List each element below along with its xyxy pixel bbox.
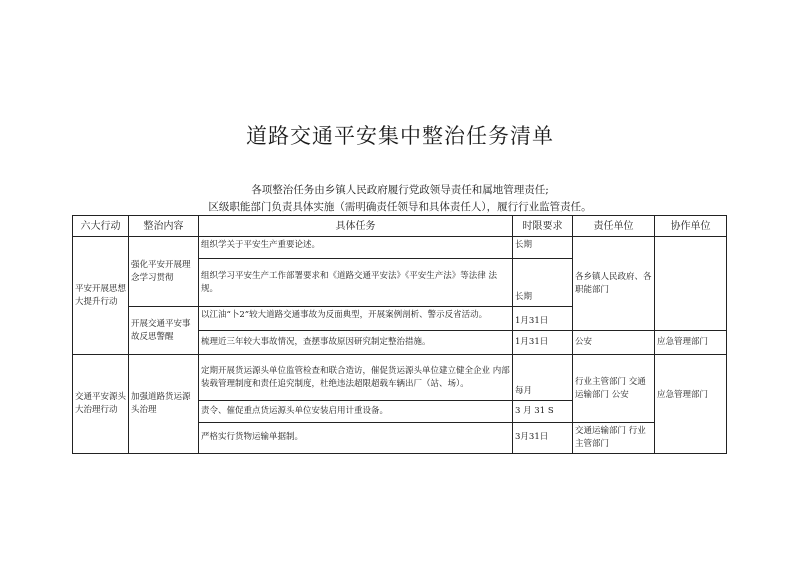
task-cell: 组织学关于平安生产重要论述。 (199, 237, 513, 259)
cooperating-cell (655, 237, 727, 331)
header-deadline: 时限要求 (513, 216, 573, 237)
content-cell: 强化平安开展理念学习贯彻 (129, 237, 199, 307)
cooperating-cell: 应急管理部门 (655, 355, 727, 454)
task-cell: 梳理近三年较大事故情况，查摆事故原因研究制定整治措施。 (199, 331, 513, 355)
deadline-cell: 1月31日 (513, 307, 573, 331)
cooperating-cell: 应急管理部门 (655, 331, 727, 355)
deadline-cell: 1月31日 (513, 331, 573, 355)
deadline-cell: 每月 (513, 355, 573, 401)
task-cell: 严格实行货物运输单据制。 (199, 423, 513, 454)
deadline-cell: 3 月 31 S (513, 401, 573, 423)
table-row (73, 237, 727, 259)
header-action: 六大行动 (73, 216, 129, 237)
content-cell: 开展交通平安事故反思警醒 (129, 307, 199, 355)
task-cell: 定期开展货运源头单位监管检查和联合造访，催促货运源头单位建立健全企业 内部装载管理制度和责任追究制度，杜绝违法超限超载车辆出厂（站、场）。 (199, 355, 513, 401)
responsible-cell: 各乡镇人民政府、各职能部门 (573, 237, 655, 331)
task-cell: 责令、催促重点货运源头单位安装启用计重设备。 (199, 401, 513, 423)
content-cell: 加强道路货运源头治理 (129, 355, 199, 454)
responsible-cell: 交通运输部门 行业主管部门 (573, 423, 655, 454)
header-responsible: 责任单位 (573, 216, 655, 237)
page-title: 道路交通平安集中整治任务清单 (246, 124, 554, 148)
responsible-cell: 公安 (573, 331, 655, 355)
action-cell: 交通平安源头大治理行动 (73, 355, 129, 454)
intro-note-2: 区级职能部门负责具体实施（需明确责任领导和具体责任人），履行行业监管责任。 (208, 201, 592, 213)
task-cell: 以江油“卜2”较大道路交通事故为反面典型，开展案例剖析、警示反省活动。 (199, 307, 513, 331)
header-row (73, 216, 727, 237)
header-cooperating: 协作单位 (655, 216, 727, 237)
table-row (73, 355, 727, 401)
intro-note-1: 各项整治任务由乡镇人民政府履行党政领导责任和属地管理责任; (251, 184, 549, 196)
header-task: 具体任务 (199, 216, 513, 237)
task-cell: 组织学习平安生产工作部署要求和《道路交通平安法》《平安生产法》等法律 法规。 (199, 259, 513, 307)
header-content: 整治内容 (129, 216, 199, 237)
deadline-cell: 3月31日 (513, 423, 573, 454)
responsible-cell: 行业主管部门 交通运输部门 公安 (573, 355, 655, 423)
deadline-cell: 长期 (513, 259, 573, 307)
task-table (72, 215, 727, 454)
deadline-cell: 长期 (513, 237, 573, 259)
action-cell: 平安开展思想大提升行动 (73, 237, 129, 355)
